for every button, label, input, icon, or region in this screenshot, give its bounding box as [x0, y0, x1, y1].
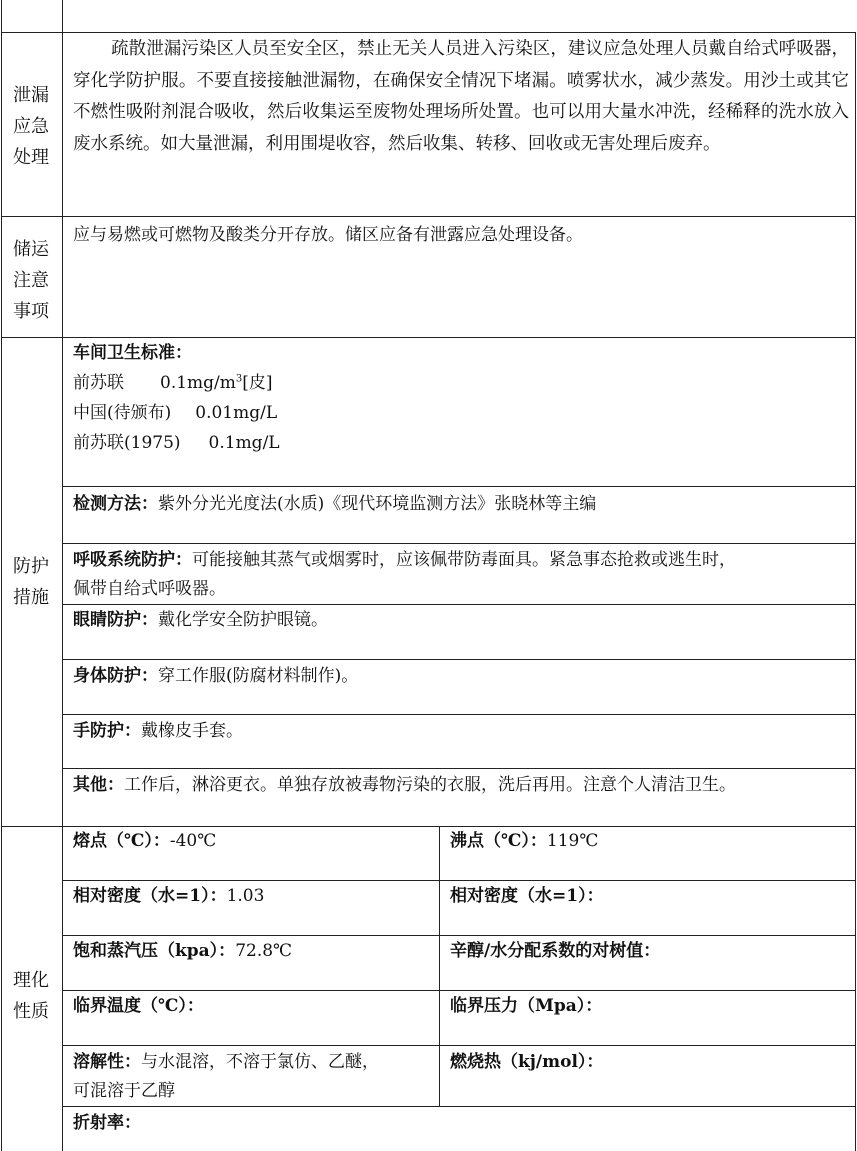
- row-divider: [1, 216, 856, 217]
- critical-pressure-title: 临界压力（Mpa）：: [450, 996, 603, 1016]
- spill-text: [73, 34, 849, 160]
- hygiene-value: 0.01mg/L: [195, 403, 278, 423]
- hygiene-row: [73, 429, 280, 458]
- hygiene-org: 前苏联: [73, 373, 124, 393]
- combustion-heat: [450, 1048, 603, 1077]
- label-column-divider: [62, 0, 63, 1151]
- protection-label-line: 防护: [13, 556, 49, 577]
- spill-text-content: 疏散泄漏污染区人员至安全区，禁止无关人员进入污染区，建议应急处理人员戴自给式呼吸器，穿化学防护服。不要直接接触泄漏物，在确保安全情况下堵漏。喷雾状水，减少蒸发。用沙土或其它不燃性吸附剂混合吸收，然后收集运至废物处理场所处置。也可以用大量水冲洗，经稀释的洗水放入废水系统。如大量泄漏，利用围堤收容，然后收集、转移、回收或无害处理后废弃。: [73, 39, 849, 154]
- sub-row-divider: [62, 486, 856, 487]
- sub-row-divider: [62, 990, 856, 991]
- hygiene-sup: 3: [235, 373, 243, 385]
- detection-text: 紫外分光光度法(水质)《现代环境监测方法》张晓林等主编: [158, 494, 597, 514]
- solubility-cont: 可混溶于乙醇: [73, 1081, 175, 1101]
- combustion-title: 燃烧热（kj/mol）：: [450, 1052, 604, 1072]
- row-divider: [1, 32, 856, 33]
- melting-value: -40℃: [169, 831, 217, 851]
- density-value: 1.03: [226, 886, 265, 906]
- density2-title: 相对密度（水=1）：: [450, 886, 604, 906]
- sub-row-divider: [62, 1106, 856, 1107]
- solubility-text: 与水混溶，不溶于氯仿、乙醚，: [141, 1052, 379, 1072]
- boiling-value: 119℃: [546, 831, 599, 851]
- hand-title: 手防护：: [73, 721, 141, 741]
- hand-text: 戴橡皮手套。: [141, 721, 243, 741]
- octanol-title: 辛醇/水分配系数的对树值：: [450, 941, 661, 961]
- boiling-point: [450, 827, 598, 856]
- storage-label-line: 注意: [13, 270, 49, 291]
- detection-method: [73, 490, 596, 519]
- body-text: 穿工作服(防腐材料制作)。: [158, 666, 359, 686]
- spill-label-line: 应急: [13, 116, 49, 137]
- hygiene-org: 前苏联(1975): [73, 433, 181, 453]
- eye-protection: [73, 606, 328, 635]
- protection-label: [2, 551, 60, 613]
- solubility-title: 溶解性：: [73, 1052, 141, 1072]
- other-title: 其他：: [73, 775, 124, 795]
- sub-row-divider: [62, 880, 856, 881]
- hygiene-title: 车间卫生标准：: [73, 343, 192, 363]
- sub-row-divider: [62, 768, 856, 769]
- respiratory-title: 呼吸系统防护：: [73, 550, 192, 570]
- storage-label-line: 储运: [13, 239, 49, 260]
- other-protection: [73, 771, 736, 800]
- row-divider: [1, 337, 856, 338]
- vapor-pressure: [73, 937, 292, 966]
- hygiene-row: [73, 399, 277, 428]
- respiratory-text: 可能接触其蒸气或烟雾时，应该佩带防毒面具。紧急事态抢救或逃生时，: [192, 550, 736, 570]
- vapor-title: 饱和蒸汽压（kpa）：: [73, 941, 236, 961]
- relative-density-2: [450, 882, 604, 911]
- boiling-title: 沸点（℃）：: [450, 831, 547, 851]
- respiratory-protection: [73, 546, 736, 575]
- eye-text: 戴化学安全防护眼镜。: [158, 610, 328, 630]
- critical-temperature: [73, 992, 204, 1021]
- protection-label-line: 措施: [13, 587, 49, 608]
- physchem-column-divider: [439, 826, 440, 1106]
- physchem-label-line: 理化: [13, 970, 49, 991]
- storage-label: [2, 234, 60, 327]
- melting-title: 熔点（℃）：: [73, 831, 170, 851]
- critical-temp-title: 临界温度（℃）：: [73, 996, 204, 1016]
- sub-row-divider: [62, 1045, 856, 1046]
- eye-title: 眼睛防护：: [73, 610, 158, 630]
- relative-density: [73, 882, 264, 911]
- hand-protection: [73, 717, 243, 746]
- sub-row-divider: [62, 543, 856, 544]
- hygiene-value: 0.1mg/m: [160, 373, 236, 393]
- solubility: [73, 1048, 379, 1077]
- table-border-right: [855, 32, 856, 1151]
- hygiene-value: 0.1mg/L: [208, 433, 280, 453]
- density-title: 相对密度（水=1）：: [73, 886, 227, 906]
- hygiene-row: [73, 369, 273, 398]
- spill-label-line: 泄漏: [13, 85, 49, 106]
- spill-label: [2, 80, 60, 173]
- refractive-index: [73, 1109, 141, 1138]
- spill-label-line: 处理: [13, 147, 49, 168]
- other-text: 工作后，淋浴更衣。单独存放被毒物污染的衣服，洗后再用。注意个人清洁卫生。: [124, 775, 736, 795]
- body-title: 身体防护：: [73, 666, 158, 686]
- storage-text: 应与易燃或可燃物及酸类分开存放。储区应备有泄露应急处理设备。: [73, 225, 583, 245]
- respiratory-protection-cont: 佩带自给式呼吸器。: [73, 579, 226, 599]
- sub-row-divider: [62, 714, 856, 715]
- storage-label-line: 事项: [13, 301, 49, 322]
- critical-pressure: [450, 992, 602, 1021]
- sub-row-divider: [62, 604, 856, 605]
- melting-point: [73, 827, 216, 856]
- physchem-label: [2, 965, 60, 1027]
- body-protection: [73, 662, 358, 691]
- sub-row-divider: [62, 935, 856, 936]
- vapor-value: 72.8℃: [235, 941, 293, 961]
- physchem-label-line: 性质: [13, 1001, 49, 1022]
- refraction-title: 折射率：: [73, 1113, 141, 1133]
- octanol-water-coefficient: [450, 937, 660, 966]
- hygiene-suffix: [皮]: [242, 373, 273, 393]
- detection-title: 检测方法：: [73, 494, 158, 514]
- hygiene-org: 中国(待颁布): [73, 403, 172, 423]
- sub-row-divider: [62, 659, 856, 660]
